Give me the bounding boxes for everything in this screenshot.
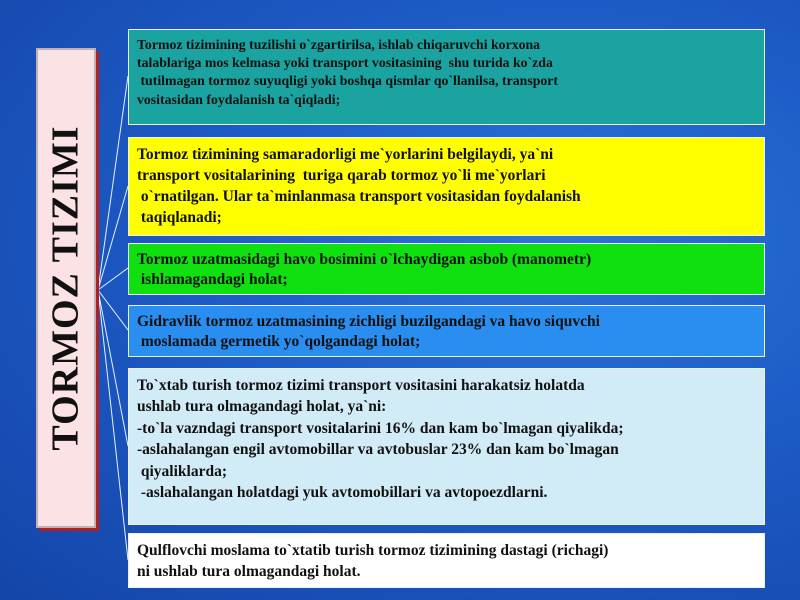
item-box-1: Tormoz tizimining tuzilishi o`zgartirilsa, ishlab chiqaruvchi korxona talablariga mos kelmasa yoki transport vositasining shu turida ko`zda tutilmagan tormoz suyuqligi yoki boshqa qismlar qo`llanilsa, transport vositasidan foydalanish ta`qiqladi; [128,29,765,125]
item-box-4: Gidravlik tormoz uzatmasining zichligi buzilgandagi va havo siquvchi moslamada germetik yo`qolgandagi holat; [128,305,765,357]
item-box-2: Tormoz tizimining samaradorligi me`yorlarini belgilaydi, ya`ni transport vositalarining turiga qarab tormoz yo`li me`yorlari o`rnatilgan. Ular ta`minlanmasa transport vositasidan foydalanish taqiqlanadi; [128,137,765,236]
item-box-5: To`xtab turish tormoz tizimi transport vositasini harakatsiz holatda ushlab tura olmagandagi holat, ya`ni: -to`la vazndagi transport vositalarini 16% dan kam bo`lmagan qiyalikda; -aslahalangan engil avtomobillar va avtobuslar 23% dan kam bo`lmagan qiyaliklarda; -aslahalangan holatdagi yuk avtomobillari va avtopoezdlarni. [128,368,765,525]
diagram-title: TORMOZ TIZIMI [45,125,88,451]
item-box-3: Tormoz uzatmasidagi havo bosimini o`lchaydigan asbob (manometr) ishlamagandagi holat; [128,243,765,295]
title-box [36,48,96,528]
item-box-6: Qulflovchi moslama to`xtatib turish tormoz tizimining dastagi (richagi) ni ushlab tura olmagandagi holat. [128,533,765,588]
connector-3 [98,268,128,290]
connector-4 [98,290,128,330]
connector-1 [98,76,128,290]
connector-2 [98,186,128,290]
